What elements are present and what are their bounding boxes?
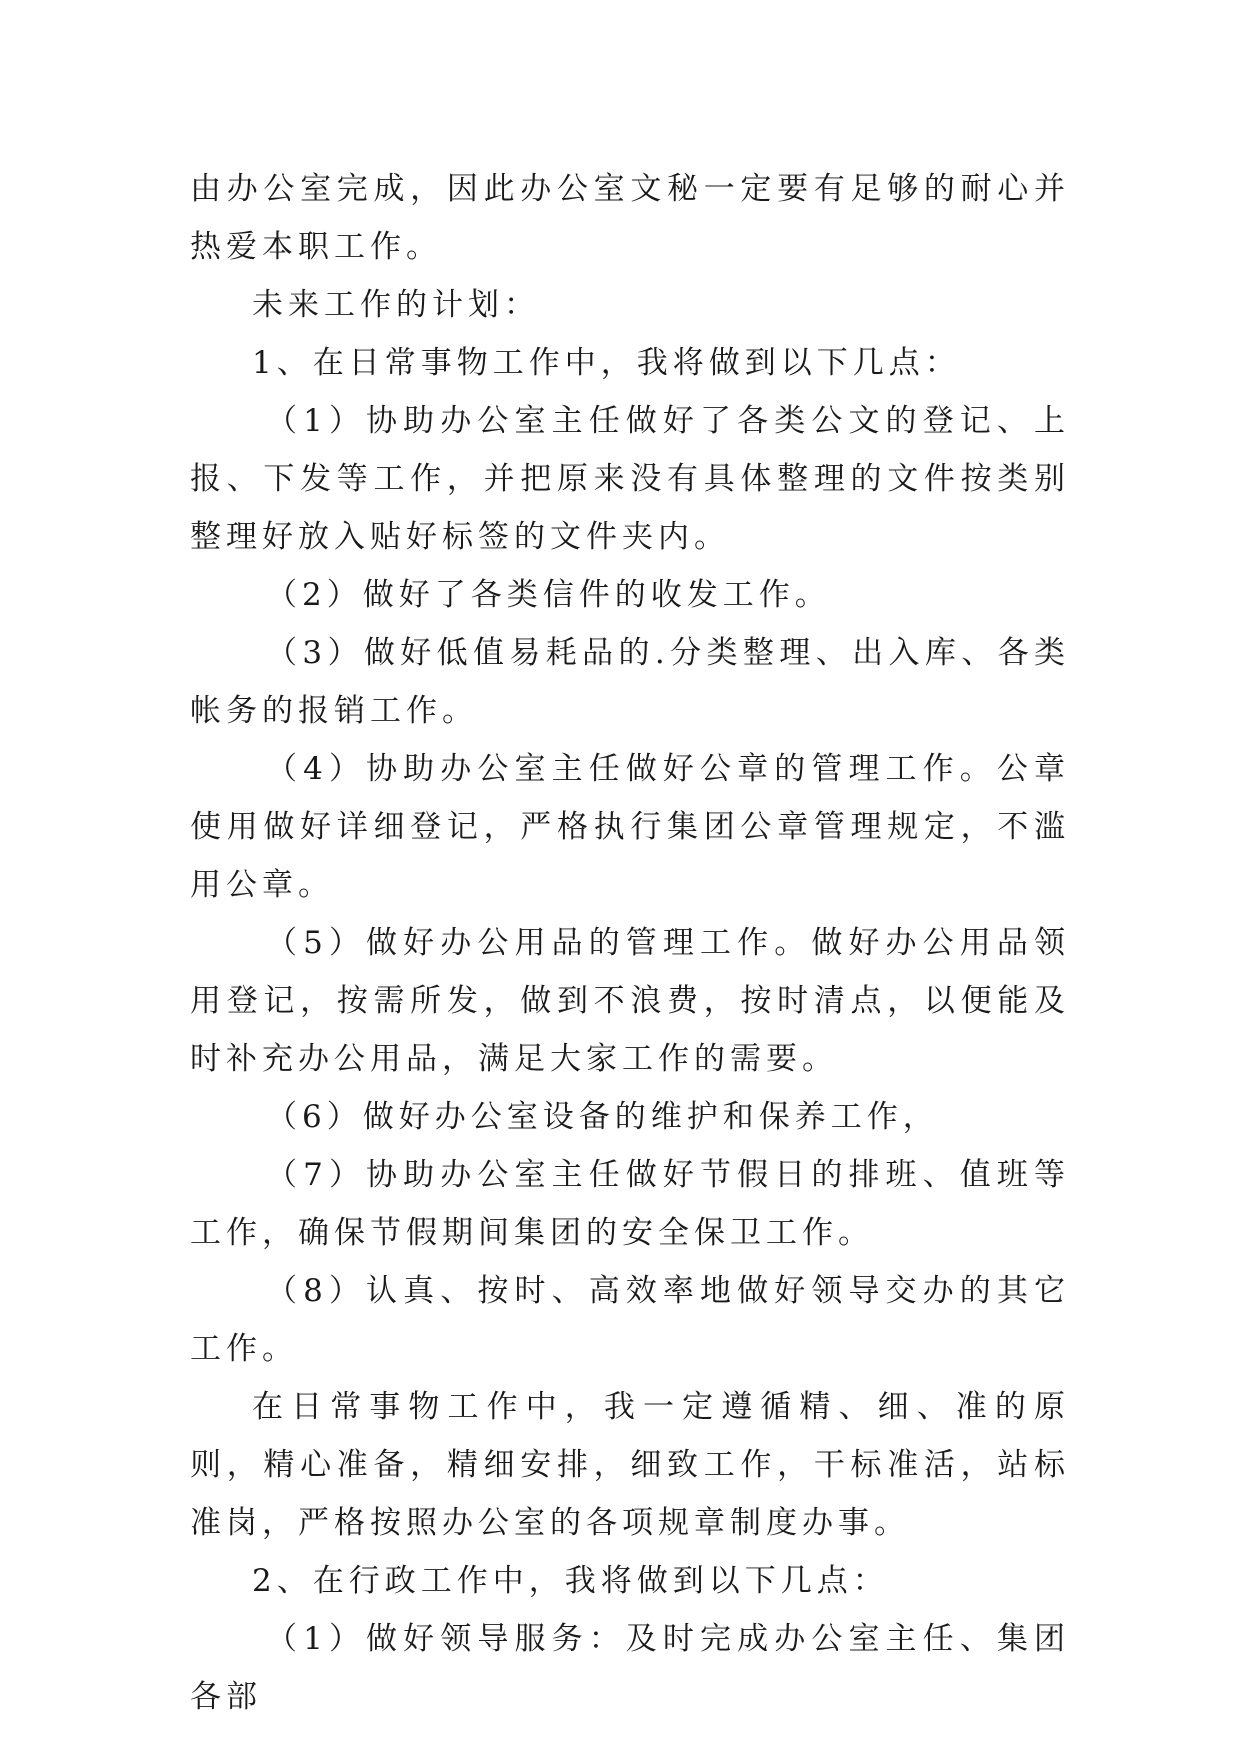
list-item: （2）做好了各类信件的收发工作。 [266, 577, 831, 613]
list-heading: 2、在行政工作中，我将做到以下几点： [252, 1563, 889, 1599]
list-item: （1）协助办公室主任做好了各类公文的登记、上报、下发等工作，并把原来没有具体整理的文件按类别整理好放入贴好标签的文件夹内。 [190, 403, 1070, 555]
paragraph: 由办公室完成，因此办公室文秘一定要有足够的耐心并热爱本职工作。 [190, 171, 1070, 265]
list-item: （3）做好低值易耗品的.分类整理、出入库、各类帐务的报销工作。 [190, 635, 1070, 729]
list-item: （1）做好领导服务：及时完成办公室主任、集团各部 [190, 1621, 1070, 1715]
list-item: （5）做好办公用品的管理工作。做好办公用品领用登记，按需所发，做到不浪费，按时清点，以便能及时补充办公用品，满足大家工作的需要。 [190, 925, 1070, 1077]
section-heading: 未来工作的计划： [252, 287, 540, 323]
paragraph: 在日常事物工作中，我一定遵循精、细、准的原则，精心准备，精细安排，细致工作，干标准活，站标准岗，严格按照办公室的各项规章制度办事。 [190, 1389, 1070, 1541]
list-heading: 1、在日常事物工作中，我将做到以下几点： [252, 345, 961, 381]
list-item: （6）做好办公室设备的维护和保养工作， [266, 1099, 939, 1135]
list-item: （7）协助办公室主任做好节假日的排班、值班等工作，确保节假期间集团的安全保卫工作。 [190, 1157, 1070, 1251]
list-item: （4）协助办公室主任做好公章的管理工作。公章使用做好详细登记，严格执行集团公章管理规定，不滥用公章。 [190, 751, 1070, 903]
list-item: （8）认真、按时、高效率地做好领导交办的其它工作。 [190, 1273, 1070, 1367]
document-body [190, 160, 1070, 1726]
